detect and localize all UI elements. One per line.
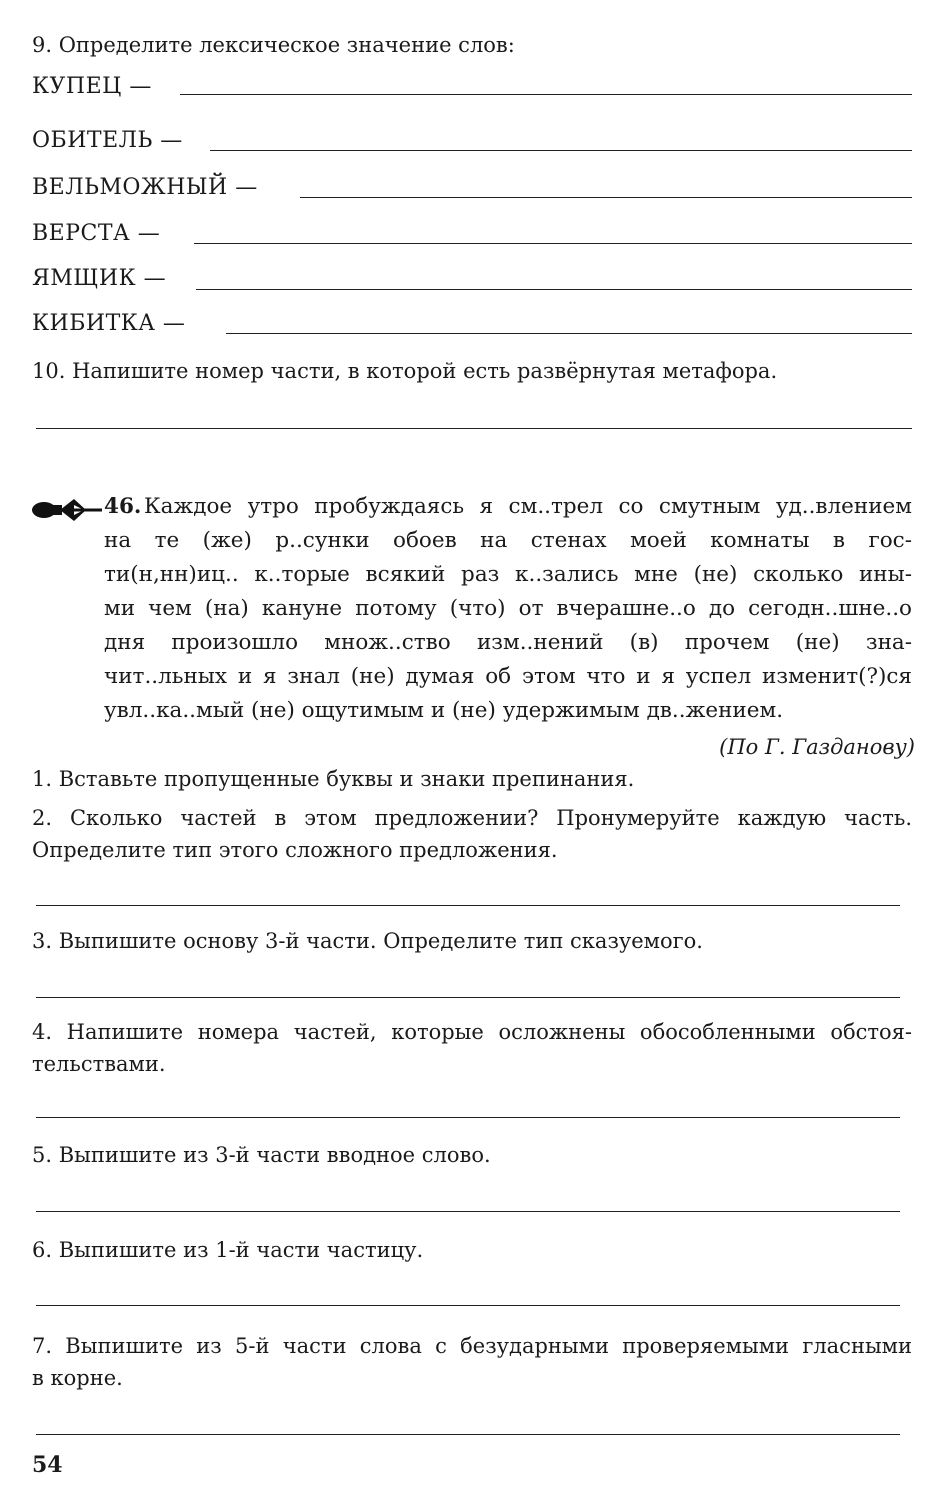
exercise-line: дня произошло множ..ство изм..нений (в) прочем (не) зна-: [104, 630, 912, 655]
exercise-line: Каждое утро пробуждаясь я см..трел со смутным уд..влением: [144, 494, 912, 519]
question-7-line: в корне.: [32, 1366, 123, 1390]
answer-line-q7[interactable]: [36, 1434, 900, 1435]
exercise-number: 46.: [104, 494, 142, 519]
question-1: 1. Вставьте пропущенные буквы и знаки препинания.: [32, 767, 635, 791]
term-kupets: КУПЕЦ —: [32, 74, 152, 99]
question-4-line: тельствами.: [32, 1052, 166, 1076]
answer-line-versta[interactable]: [194, 243, 912, 244]
answer-line-q3[interactable]: [36, 997, 900, 998]
term-versta: ВЕРСТА —: [32, 221, 161, 246]
question-3: 3. Выпишите основу 3-й части. Определите тип сказуемого.: [32, 929, 703, 953]
term-obitel: ОБИТЕЛЬ —: [32, 128, 183, 153]
answer-line-obitel[interactable]: [210, 150, 912, 151]
question-7-line: 7. Выпишите из 5-й части слова с безударными проверяемыми гласными: [32, 1334, 912, 1358]
exercise-line: увл..ка..мый (не) ощутимым и (не) удержимым дв..жением.: [104, 698, 784, 723]
answer-line-q5[interactable]: [36, 1211, 900, 1212]
question-4: [32, 1016, 912, 1080]
question-5: 5. Выпишите из 3-й части вводное слово.: [32, 1143, 491, 1167]
task10-prompt: 10. Напишите номер части, в которой есть развёрнутая метафора.: [32, 359, 778, 383]
term-velmozhny: ВЕЛЬМОЖНЫЙ —: [32, 175, 258, 200]
question-6: 6. Выпишите из 1-й части частицу.: [32, 1238, 424, 1262]
answer-line-kupets[interactable]: [180, 94, 912, 95]
question-2-line: 2. Сколько частей в этом предложении? Пронумеруйте каждую часть.: [32, 806, 912, 830]
term-yamshchik: ЯМЩИК —: [32, 266, 167, 291]
exercise-line: ти(н,нн)иц.. к..торые всякий раз к..зались мне (не) сколько ины-: [104, 562, 912, 587]
answer-line-task10[interactable]: [36, 428, 912, 429]
question-2-line: Определите тип этого сложного предложения.: [32, 838, 558, 862]
answer-line-kibitka[interactable]: [226, 333, 912, 334]
page-number: 54: [32, 1452, 63, 1478]
exercise-line: ми чем (на) кануне потому (что) от вчерашне..о до сегодн..шне..о: [104, 596, 912, 621]
pen-nib-icon: [30, 496, 104, 522]
question-2: [32, 802, 912, 866]
task9-prompt: 9. Определите лексическое значение слов:: [32, 33, 515, 57]
exercise-text: [104, 490, 912, 728]
question-7: [32, 1330, 912, 1394]
answer-line-q6[interactable]: [36, 1305, 900, 1306]
answer-line-velmozhny[interactable]: [300, 197, 912, 198]
answer-line-q2[interactable]: [36, 905, 900, 906]
exercise-line: чит..льных и я знал (не) думая об этом что и я успел изменит(?)ся: [104, 664, 912, 689]
answer-line-q4[interactable]: [36, 1117, 900, 1118]
answer-line-yamshchik[interactable]: [196, 289, 912, 290]
attribution: (По Г. Газданову): [719, 735, 915, 759]
question-4-line: 4. Напишите номера частей, которые осложнены обособленными обстоя-: [32, 1020, 912, 1044]
term-kibitka: КИБИТКА —: [32, 311, 186, 336]
exercise-line: на те (же) р..сунки обоев на стенах моей комнаты в гос-: [104, 528, 912, 553]
